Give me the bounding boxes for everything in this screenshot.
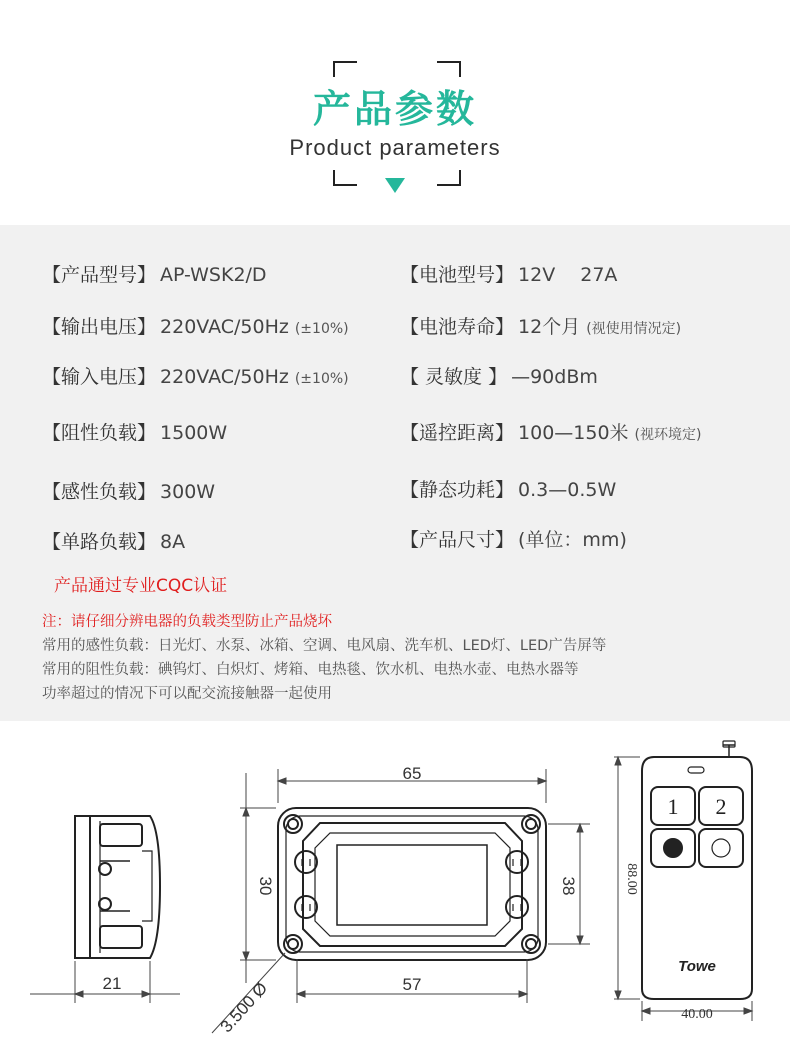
spec-value: 0.3—0.5W — [518, 479, 617, 501]
spec-value: 300W — [160, 481, 216, 503]
spec-label: 【静态功耗】 — [400, 479, 515, 501]
spec-sensitivity — [400, 362, 598, 389]
remote-button-2-label: 2 — [715, 794, 727, 819]
dimension-drawings — [0, 721, 790, 1062]
certification-text: 产品通过专业CQC认证 — [54, 576, 228, 596]
spec-model — [42, 260, 267, 287]
side-view — [75, 816, 160, 958]
note-line: 常用的感性负载：日光灯、水泵、冰箱、空调、电风扇、洗车机、LED灯、LED广告屏等 — [42, 638, 607, 654]
dimension-drawing-svg — [0, 721, 790, 1062]
spec-single-load — [42, 527, 185, 554]
spec-value: 1500W — [160, 422, 228, 444]
spec-value: —90dBm — [511, 366, 598, 388]
hole-diameter-label: 3.500 Ø — [216, 978, 272, 1037]
spec-resistive-load — [42, 418, 227, 445]
spec-value: 100—150米 — [518, 422, 629, 444]
spec-note: (视使用情况定) — [586, 321, 682, 337]
frame-corner-bottom-right — [437, 170, 461, 186]
spec-product-size — [400, 525, 627, 552]
spec-label: 【电池型号】 — [400, 264, 515, 286]
spec-label: 【阻性负载】 — [42, 422, 157, 444]
spec-value: 8A — [160, 531, 186, 553]
front-view — [278, 808, 546, 960]
spec-value: 12V 27A — [518, 264, 618, 286]
spec-label: 【遥控距离】 — [400, 422, 515, 444]
spec-value: AP-WSK2/D — [160, 264, 267, 286]
spec-label: 【感性负载】 — [42, 481, 157, 503]
spec-inductive-load — [42, 477, 215, 504]
side-width-label: 21 — [102, 974, 122, 993]
remote-brand-logo: Towe — [678, 958, 716, 975]
usage-notes — [42, 610, 606, 706]
front-height-label: 38 — [559, 876, 578, 896]
spec-standby-power — [400, 475, 616, 502]
spec-output-voltage — [42, 312, 349, 339]
note-line: 功率超过的情况下可以配交流接触器一起使用 — [42, 686, 332, 702]
frame-corner-bottom-left — [333, 170, 357, 186]
note-line: 常用的阻性负载：碘钨灯、白炽灯、烤箱、电热毯、饮水机、电热水壶、电热水器等 — [42, 662, 579, 678]
warning-text: 注：请仔细分辨电器的负载类型防止产品烧坏 — [42, 614, 332, 630]
remote-width-label: 40.00 — [681, 1007, 713, 1022]
spec-label: 【电池寿命】 — [400, 316, 515, 338]
section-title-en: Product parameters — [289, 135, 501, 160]
spec-value: 220VAC/50Hz — [160, 366, 289, 388]
spec-note: (±10%) — [294, 371, 349, 387]
front-inner-height-label: 30 — [256, 876, 275, 896]
spec-remote-distance — [400, 418, 701, 445]
spec-battery-model — [400, 260, 617, 287]
spec-value: 220VAC/50Hz — [160, 316, 289, 338]
down-triangle-icon — [385, 178, 405, 193]
spec-panel — [0, 225, 790, 721]
header — [0, 0, 790, 225]
remote-button-1-label: 1 — [667, 794, 679, 819]
spec-label: 【单路负载】 — [42, 531, 157, 553]
spec-value: 12个月 — [518, 316, 581, 338]
frame-corner-top-right — [437, 61, 461, 77]
front-inner-width-label: 57 — [402, 975, 422, 994]
spec-label: 【产品尺寸】 — [400, 529, 515, 551]
section-title-cn: 产品参数 — [312, 87, 477, 131]
spec-label: 【输出电压】 — [42, 316, 157, 338]
spec-input-voltage — [42, 362, 349, 389]
spec-battery-life — [400, 312, 681, 339]
frame-corner-top-left — [333, 61, 357, 77]
remote-height-label: 88.00 — [624, 863, 639, 895]
front-width-label: 65 — [402, 764, 422, 783]
spec-note: (视环境定) — [634, 427, 702, 443]
spec-note: (±10%) — [294, 321, 349, 337]
spec-label: 【 灵敏度 】 — [400, 366, 508, 388]
spec-label: 【输入电压】 — [42, 366, 157, 388]
spec-label: 【产品型号】 — [42, 264, 157, 286]
spec-value: (单位：mm) — [518, 529, 627, 551]
